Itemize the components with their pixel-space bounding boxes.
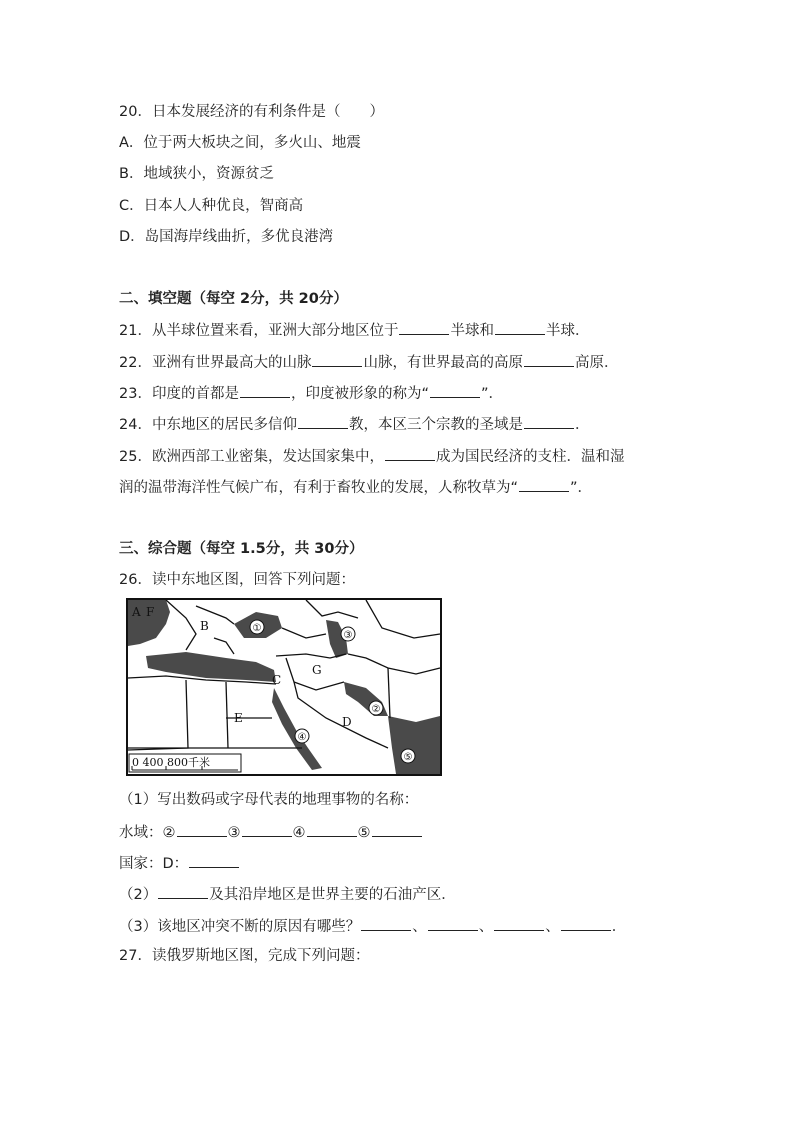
q26-sub2-blank[interactable] — [158, 884, 208, 899]
map-label-c: C — [272, 673, 282, 687]
q22-blank-1[interactable] — [312, 352, 362, 367]
q26-sub3-sep-1: 、 — [412, 919, 427, 935]
q23-text-a: 23．印度的首都是 — [119, 386, 239, 402]
q26-sub3 — [119, 916, 626, 937]
map-marker-4: ④ — [297, 732, 307, 743]
q26-sub3-blank-1[interactable] — [361, 916, 411, 931]
q24 — [119, 414, 589, 435]
map-sea-arabian — [388, 716, 440, 774]
q23-text-c: ”． — [480, 386, 503, 402]
q26-sub3-sep-2: 、 — [478, 919, 494, 935]
q26-water-blank-4[interactable] — [307, 822, 357, 837]
q21-blank-2[interactable] — [495, 320, 545, 335]
section2-title: 二、填空题（每空 2分，共 20分） — [119, 291, 348, 307]
q26-sub3-blank-2[interactable] — [428, 916, 478, 931]
map-svg — [126, 598, 442, 776]
q26-water-3: ③ — [227, 825, 241, 841]
map-label-b: B — [200, 619, 209, 633]
q21-blank-1[interactable] — [399, 320, 449, 335]
q26-country-blank-d[interactable] — [189, 853, 239, 868]
q26-water-4: ④ — [292, 825, 306, 841]
q26-sub3-blank-3[interactable] — [494, 916, 544, 931]
q22-text-b: 山脉，有世界最高的高原 — [363, 355, 523, 371]
q20-option-b: B．地域狭小，资源贫乏 — [119, 166, 274, 182]
map-label-a: A — [132, 605, 141, 619]
q25-line-1 — [119, 446, 624, 467]
q26-sub1: （1）写出数码或字母代表的地理事物的名称： — [119, 792, 419, 808]
q26-water-blank-5[interactable] — [372, 822, 422, 837]
q23-text-b: ，印度被形象的称为“ — [290, 386, 429, 402]
q21-text-b: 半球和 — [450, 323, 494, 339]
q26-sub2-a: （2） — [119, 887, 158, 903]
q20-option-c: C．日本人人种优良，智商高 — [119, 198, 304, 214]
q26-sub2 — [119, 884, 456, 905]
q23 — [119, 383, 503, 404]
map-label-e: E — [234, 711, 243, 725]
q26-water-5: ⑤ — [357, 825, 371, 841]
q23-blank-2[interactable] — [430, 383, 480, 398]
q22 — [119, 352, 618, 373]
q20-stem: 20．日本发展经济的有利条件是（ ） — [119, 104, 384, 120]
q22-text-c: 高原． — [574, 355, 619, 371]
q21 — [119, 320, 589, 341]
q26-water-label: 水域： — [119, 825, 163, 841]
q25-blank-2[interactable] — [519, 477, 569, 492]
map-label-f: F — [146, 605, 155, 619]
q26-water-2: ② — [162, 825, 176, 841]
q26-water-blank-3[interactable] — [242, 822, 292, 837]
q26-sub3-blank-4[interactable] — [561, 916, 611, 931]
q26-water-line — [119, 822, 423, 843]
q26-water-blank-2[interactable] — [177, 822, 227, 837]
q20-option-a: A．位于两大板块之间，多火山、地震 — [119, 135, 361, 151]
q25-blank-1[interactable] — [385, 446, 435, 461]
q24-blank-1[interactable] — [298, 414, 348, 429]
map-marker-2: ② — [371, 704, 381, 715]
q25-text-a: 25．欧洲西部工业密集，发达国家集中， — [119, 449, 384, 465]
section3-title: 三、综合题（每空 1.5分，共 30分） — [119, 541, 364, 557]
map-scale-text: 0 400 800千米 — [132, 756, 210, 769]
q24-text-c: ． — [574, 417, 590, 433]
q20-option-d: D．岛国海岸线曲折，多优良港湾 — [119, 229, 334, 245]
q23-blank-1[interactable] — [240, 383, 290, 398]
map-marker-1: ① — [252, 623, 262, 634]
q24-blank-2[interactable] — [524, 414, 574, 429]
q26-sub3-a: （3）该地区冲突不断的原因有哪些？ — [119, 919, 361, 935]
q26-country-line — [119, 853, 240, 874]
q24-text-b: 教，本区三个宗教的圣域是 — [348, 417, 523, 433]
q25-text-d: ”． — [570, 480, 593, 496]
q21-text-c: 半球． — [545, 323, 590, 339]
q26-sub3-end: ． — [611, 919, 627, 935]
map-marker-3: ③ — [343, 630, 353, 641]
q22-text-a: 22．亚洲有世界最高大的山脉 — [119, 355, 312, 371]
map-label-g: G — [312, 663, 322, 677]
q26-sub3-sep-3: 、 — [545, 919, 560, 935]
map-label-d: D — [342, 715, 352, 729]
q26-stem: 26．读中东地区图，回答下列问题： — [119, 572, 355, 588]
q26-country-label: 国家：D： — [119, 856, 189, 872]
q21-text-a: 21．从半球位置来看，亚洲大部分地区位于 — [119, 323, 399, 339]
map-marker-5: ⑤ — [403, 752, 413, 763]
q25-text-b: 成为国民经济的支柱．温和湿 — [435, 449, 625, 465]
q22-blank-2[interactable] — [524, 352, 574, 367]
q25-line-2 — [119, 477, 592, 498]
q26-sub2-b: 及其沿岸地区是世界主要的石油产区． — [209, 887, 456, 903]
middle-east-map — [126, 598, 442, 776]
q25-text-c: 润的温带海洋性气候广布，有利于畜牧业的发展，人称牧草为“ — [119, 480, 519, 496]
q27-stem: 27．读俄罗斯地区图，完成下列问题： — [119, 948, 370, 964]
q24-text-a: 24．中东地区的居民多信仰 — [119, 417, 297, 433]
